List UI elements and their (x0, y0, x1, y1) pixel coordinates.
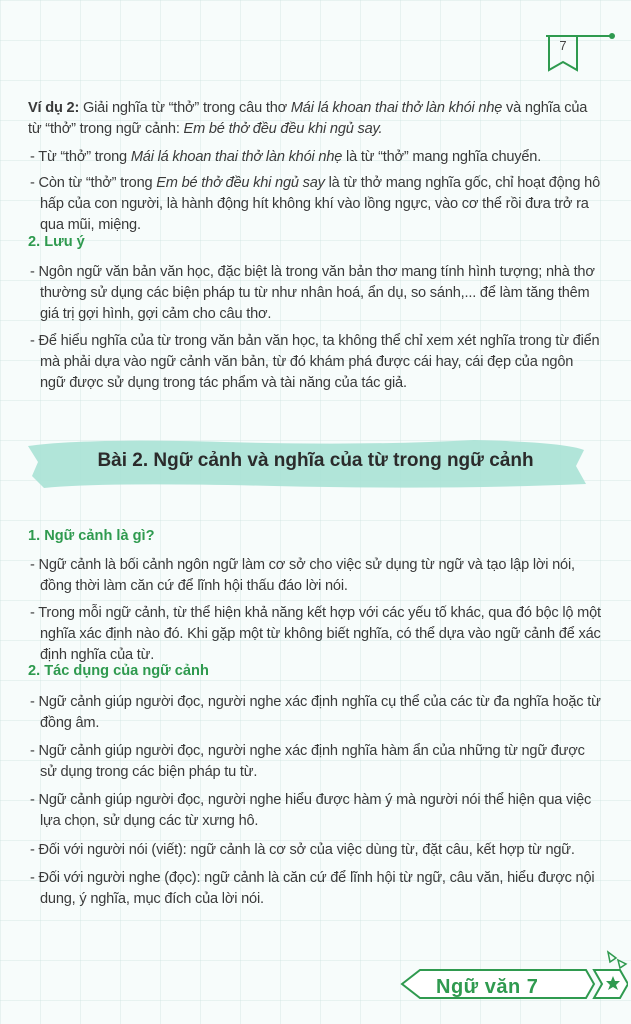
text-segment: và nghĩa của từ “thở” trong ngữ cảnh: (28, 100, 588, 137)
text-segment: là từ “thở” mang nghĩa chuyển. (342, 149, 542, 165)
section2-bullet: - Đối với người nói (viết): ngữ cảnh là cơ sở của việc dùng từ, đặt câu, kết hợp từ ngữ. (30, 842, 575, 858)
italic-quote: Mái lá khoan thai thở làn khói nhẹ (130, 149, 343, 165)
section2-heading: 2. Tác dụng của ngữ cảnh (28, 663, 209, 679)
section2-bullet: - Ngữ cảnh giúp người đọc, người nghe hiểu được hàm ý mà người nói thể hiện qua việc lựa chọn, sử dụng các từ xưng hô. (30, 792, 592, 829)
italic-quote: Em bé thở đều đều khi ngủ say. (183, 120, 383, 137)
italic-quote: Em bé thở đều khi ngủ say (156, 175, 325, 191)
text-segment: là từ thở mang nghĩa gốc, chỉ hoạt động hô hấp của con người, là hành động hít không khí vào lồng ngực, vào cơ thể rồi đưa trở ra qua mũi, miệng. (40, 175, 601, 233)
section2-bullet: - Ngữ cảnh giúp người đọc, người nghe xác định nghĩa hàm ẩn của những từ ngữ được sử dụng trong các biện pháp tu từ. (30, 743, 585, 780)
example-bullet (30, 173, 602, 235)
page-number: 7 (559, 38, 567, 53)
book-title-label: Ngữ văn 7 (436, 976, 539, 998)
text-segment: - Còn từ “thở” trong (30, 175, 157, 191)
section2-bullet: - Đối với người nghe (đọc): ngữ cảnh là căn cứ để lĩnh hội từ ngữ, câu văn, hiểu được nội dung, ý nghĩa, mục đích của lời nói. (30, 870, 595, 907)
section1-bullet: - Ngữ cảnh là bối cảnh ngôn ngữ làm cơ sở cho việc sử dụng từ ngữ và tạo lập lời nói, đồng thời làm căn cứ để lĩnh hội thấu đáo lời nói. (30, 557, 575, 594)
note-bullet: - Để hiểu nghĩa của từ trong văn bản văn học, ta không thể chỉ xem xét nghĩa trong từ điển mà phải dựa vào ngữ cảnh văn bản, từ đó khám phá được cái hay, cái đẹp của ngôn ngữ được sử dụng trong tác phẩm và tài năng của tác giả. (30, 333, 600, 391)
italic-quote: Mái lá khoan thai thở làn khói nhẹ (290, 100, 503, 116)
lesson-title: Bài 2. Ngữ cảnh và nghĩa của từ trong ngữ cảnh (97, 450, 534, 471)
bookmark-line-decoration (578, 30, 618, 40)
section1-bullet: - Trong mỗi ngữ cảnh, từ thể hiện khả năng kết hợp với các yếu tố khác, qua đó bộc lộ một nghĩa xác định nào đó. Khi gặp một từ không biết nghĩa, có thể dựa vào ngữ cảnh để xác định nghĩa của từ. (30, 605, 601, 663)
section1-heading: 1. Ngữ cảnh là gì? (28, 528, 155, 544)
note-bullet: - Ngôn ngữ văn bản văn học, đặc biệt là trong văn bản thơ mang tính hình tượng; nhà thơ thường sử dụng các biện pháp tu từ như nhân hoá, ẩn dụ, so sánh,... để làm tăng thêm giá trị gợi hình, gợi cảm cho câu thơ. (30, 264, 595, 322)
text-segment: - Từ “thở” trong (30, 149, 131, 165)
note-heading: 2. Lưu ý (28, 234, 85, 250)
text-segment: Giải nghĩa từ “thở” trong câu thơ (79, 100, 291, 116)
example-text (28, 100, 587, 137)
example-paragraph (28, 98, 594, 140)
example-bullet (30, 147, 602, 168)
example-label: Ví dụ 2: (28, 100, 80, 116)
section2-bullet: - Ngữ cảnh giúp người đọc, người nghe xác định nghĩa cụ thể của các từ đa nghĩa hoặc từ đồng âm. (30, 694, 601, 731)
